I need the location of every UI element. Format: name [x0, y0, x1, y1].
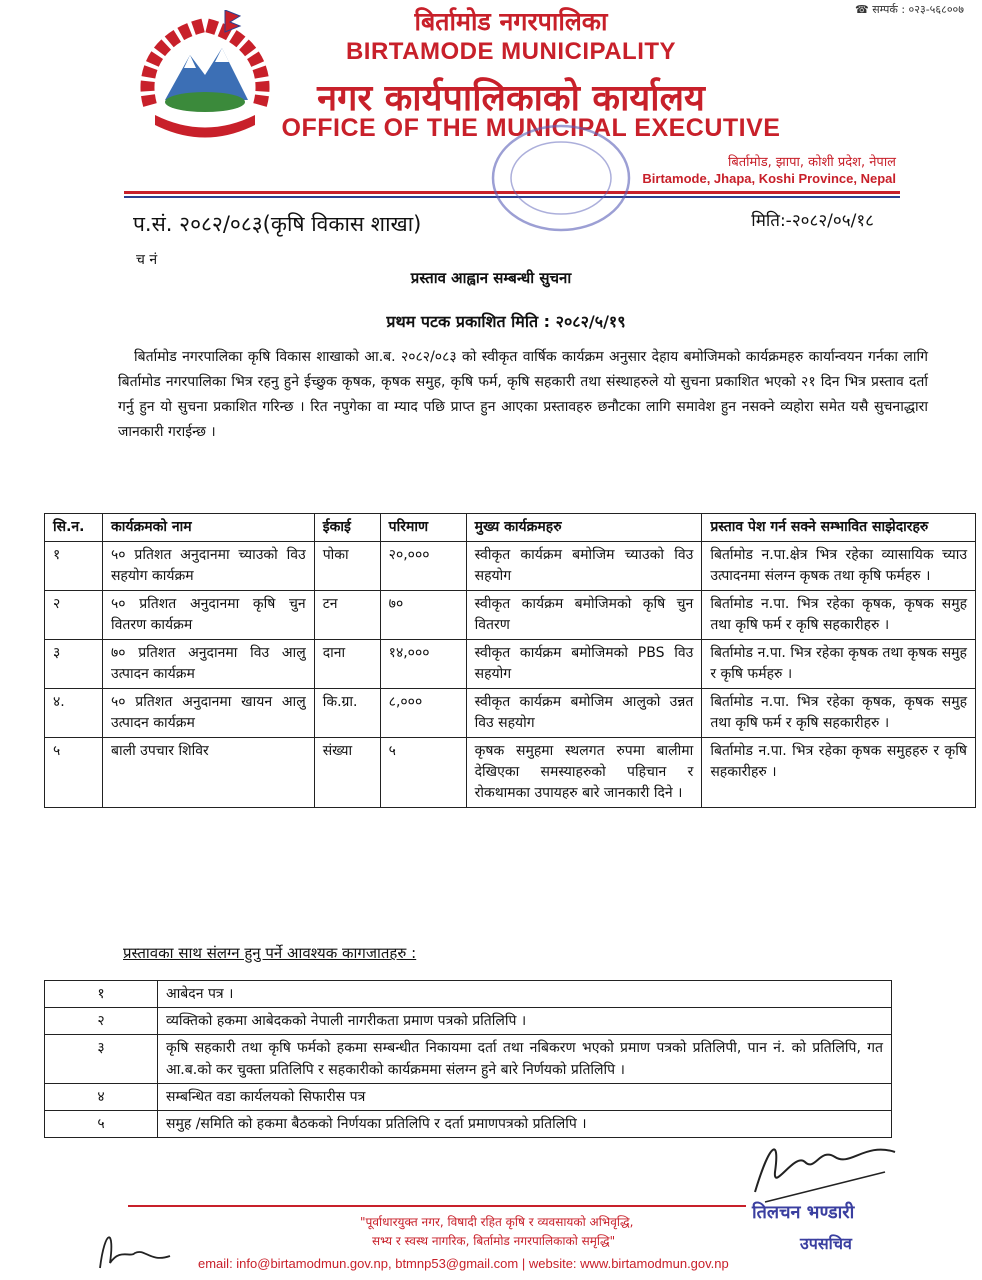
table-row: [45, 1035, 892, 1084]
program-quantity: ५: [380, 738, 466, 808]
document-item: आबेदन पत्र ।: [158, 981, 892, 1008]
office-stamp-icon: [486, 118, 636, 238]
program-quantity: २०,०००: [380, 542, 466, 591]
published-date: प्रथम पटक प्रकाशित मिति : २०८२/५/१९: [386, 312, 626, 331]
program-name: बाली उपचार शिविर: [102, 738, 314, 808]
row-serial: १: [45, 542, 103, 591]
program-partners: बिर्तामोड न.पा. भित्र रहेका कृषक समुहहरु र कृषि सहकारीहरु ।: [702, 738, 976, 808]
office-name-nepali: नगर कार्यपालिकाको कार्यालय: [317, 78, 705, 119]
program-unit: कि.ग्रा.: [314, 689, 380, 738]
address-nepali: बिर्तामोड, झापा, कोशी प्रदेश, नेपाल: [727, 155, 896, 170]
row-serial: ३: [45, 1035, 158, 1084]
table-row: [45, 981, 892, 1008]
address-english: Birtamode, Jhapa, Koshi Province, Nepal: [642, 171, 896, 186]
program-main-activity: स्वीकृत कार्यक्रम बमोजिमको कृषि चुन वितरण: [466, 591, 702, 640]
program-unit: दाना: [314, 640, 380, 689]
document-item: समुह /समिति को हकमा बैठकको निर्णयका प्रतिलिपि र दर्ता प्रमाणपत्रको प्रतिलिपि ।: [158, 1111, 892, 1138]
table-row: [45, 1008, 892, 1035]
table-row: [45, 640, 976, 689]
row-serial: २: [45, 1008, 158, 1035]
column-header: ईकाई: [314, 514, 380, 542]
program-partners: बिर्तामोड न.पा. भित्र रहेका कृषक, कृषक समुह तथा कृषि फर्म र कृषि सहकारीहरु ।: [702, 689, 976, 738]
signatory-name: तिलचन भण्डारी: [752, 1202, 855, 1223]
footer-slogan-line2: सभ्य र स्वस्थ नागरिक, बिर्तामोड नगरपालिकाको समृद्धि": [372, 1234, 616, 1248]
column-header: प्रस्ताव पेश गर्न सक्ने सम्भावित साझेदारहरु: [702, 514, 976, 542]
program-unit: टन: [314, 591, 380, 640]
footer-divider: [128, 1205, 746, 1207]
program-name: ५० प्रतिशत अनुदानमा खायन आलु उत्पादन कार्यक्रम: [102, 689, 314, 738]
column-header: मुख्य कार्यक्रमहरु: [466, 514, 702, 542]
table-row: [45, 738, 976, 808]
program-quantity: ७०: [380, 591, 466, 640]
program-quantity: १४,०००: [380, 640, 466, 689]
document-item: सम्बन्धित वडा कार्यलयको सिफारीस पत्र: [158, 1084, 892, 1111]
document-item: व्यक्तिको हकमा आबेदकको नेपाली नागरीकता प्रमाण पत्रको प्रतिलिपि ।: [158, 1008, 892, 1035]
notice-title: प्रस्ताव आह्वान सम्बन्धी सुचना: [410, 269, 572, 287]
program-name: ५० प्रतिशत अनुदानमा च्याउको विउ सहयोग कार्यक्रम: [102, 542, 314, 591]
dispatch-number: च नं: [136, 252, 158, 268]
program-table: [44, 513, 976, 808]
row-serial: ५: [45, 738, 103, 808]
table-row: [45, 689, 976, 738]
letter-date: मिति:-२०८२/०५/१८: [751, 211, 874, 231]
program-unit: पोका: [314, 542, 380, 591]
program-main-activity: कृषक समुहमा स्थलगत रुपमा बालीमा देखिएका समस्याहरुको पहिचान र रोकथामका उपायहरु बारे जानकारी दिने ।: [466, 738, 702, 808]
column-header: कार्यक्रमको नाम: [102, 514, 314, 542]
document-item: कृषि सहकारी तथा कृषि फर्मको हकमा सम्बन्धीत निकायमा दर्ता तथा नबिकरण भएको प्रमाण पत्रको प्रतिलिपी, पान नं. को प्रतिलिपि, गत आ.ब.को कर चुक्ता प्रतिलिपि र सहकारीको कार्यक्रममा संलग्न हुने बारे निर्णयको प्रतिलिपि ।: [158, 1035, 892, 1084]
documents-title: प्रस्तावका साथ संलग्न हुनु पर्ने आवश्यक कागजातहरु :: [123, 944, 417, 962]
row-serial: २: [45, 591, 103, 640]
program-partners: बिर्तामोड न.पा. भित्र रहेका कृषक, कृषक समुह तथा कृषि फर्म र कृषि सहकारीहरु ।: [702, 591, 976, 640]
row-serial: ४.: [45, 689, 103, 738]
table-row: [45, 591, 976, 640]
office-name-english: OFFICE OF THE MUNICIPAL EXECUTIVE: [281, 114, 781, 142]
program-name: ५० प्रतिशत अनुदानमा कृषि चुन वितरण कार्यक्रम: [102, 591, 314, 640]
program-quantity: ८,०००: [380, 689, 466, 738]
footer-slogan-line1: "पूर्वाधारयुक्त नगर, विषादी रहित कृषि र व्यवसायको अभिवृद्धि,: [360, 1215, 634, 1229]
table-row: [45, 542, 976, 591]
program-unit: संख्या: [314, 738, 380, 808]
row-serial: ४: [45, 1084, 158, 1111]
municipality-name-nepali: बिर्तामोड नगरपालिका: [414, 7, 608, 36]
documents-table: [44, 980, 892, 1138]
program-main-activity: स्वीकृत कार्यक्रम बमोजिम च्याउको विउ सहयोग: [466, 542, 702, 591]
program-main-activity: स्वीकृत कार्यक्रम बमोजिमको PBS विउ सहयोग: [466, 640, 702, 689]
notice-intro: बिर्तामोड नगरपालिका कृषि विकास शाखाको आ.ब. २०८२/०८३ को स्वीकृत वार्षिक कार्यक्रम अनुसार देहाय बमोजिमको कार्यक्रमहरु कार्यान्वयन गर्नका लागि बिर्तामोड नगरपालिका भित्र रहनु हुने ईच्छुक कृषक, कृषक समुह, कृषि फर्म, कृषि सहकारी तथा संस्थाहरुले यो सुचना प्रकाशित भएको २१ दिन भित्र प्रस्ताव दर्ता गर्नु हुन यो सुचना प्रकाशित गरिन्छ । रित नपुगेका वा म्याद पछि प्राप्त हुन आएका प्रस्तावहरु छनौटका लागि समावेश हुन नसक्ने व्यहोरा समेत यसै सुचनाद्धारा जानकारी गराईन्छ ।: [118, 349, 928, 440]
program-partners: बिर्तामोड न.पा. भित्र रहेका कृषक तथा कृषक समुह र कृषि फर्महरु ।: [702, 640, 976, 689]
signatory-title: उपसचिव: [800, 1234, 852, 1253]
program-partners: बिर्तामोड न.पा.क्षेत्र भित्र रहेका व्यासायिक च्याउ उत्पादनमा संलग्न कृषक तथा कृषि फर्महरु ।: [702, 542, 976, 591]
row-serial: ३: [45, 640, 103, 689]
program-main-activity: स्वीकृत कार्यक्रम बमोजिम आलुको उन्नत विउ सहयोग: [466, 689, 702, 738]
handwritten-initials-icon: [90, 1218, 180, 1278]
table-row: [45, 1084, 892, 1111]
table-header-row: [45, 514, 976, 542]
footer-contact: email: info@birtamodmun.gov.np, btmnp53@gmail.com | website: www.birtamodmun.gov.np: [198, 1256, 729, 1271]
program-name: ७० प्रतिशत अनुदानमा विउ आलु उत्पादन कार्यक्रम: [102, 640, 314, 689]
row-serial: ५: [45, 1111, 158, 1138]
row-serial: १: [45, 981, 158, 1008]
municipality-name-english: BIRTAMODE MUNICIPALITY: [345, 38, 677, 65]
phone-number: ☎ सम्पर्क : ०२३-५६८००७: [855, 3, 964, 16]
column-header: सि.न.: [45, 514, 103, 542]
column-header: परिमाण: [380, 514, 466, 542]
reference-number: प.सं. २०८२/०८३(कृषि विकास शाखा): [133, 212, 422, 236]
